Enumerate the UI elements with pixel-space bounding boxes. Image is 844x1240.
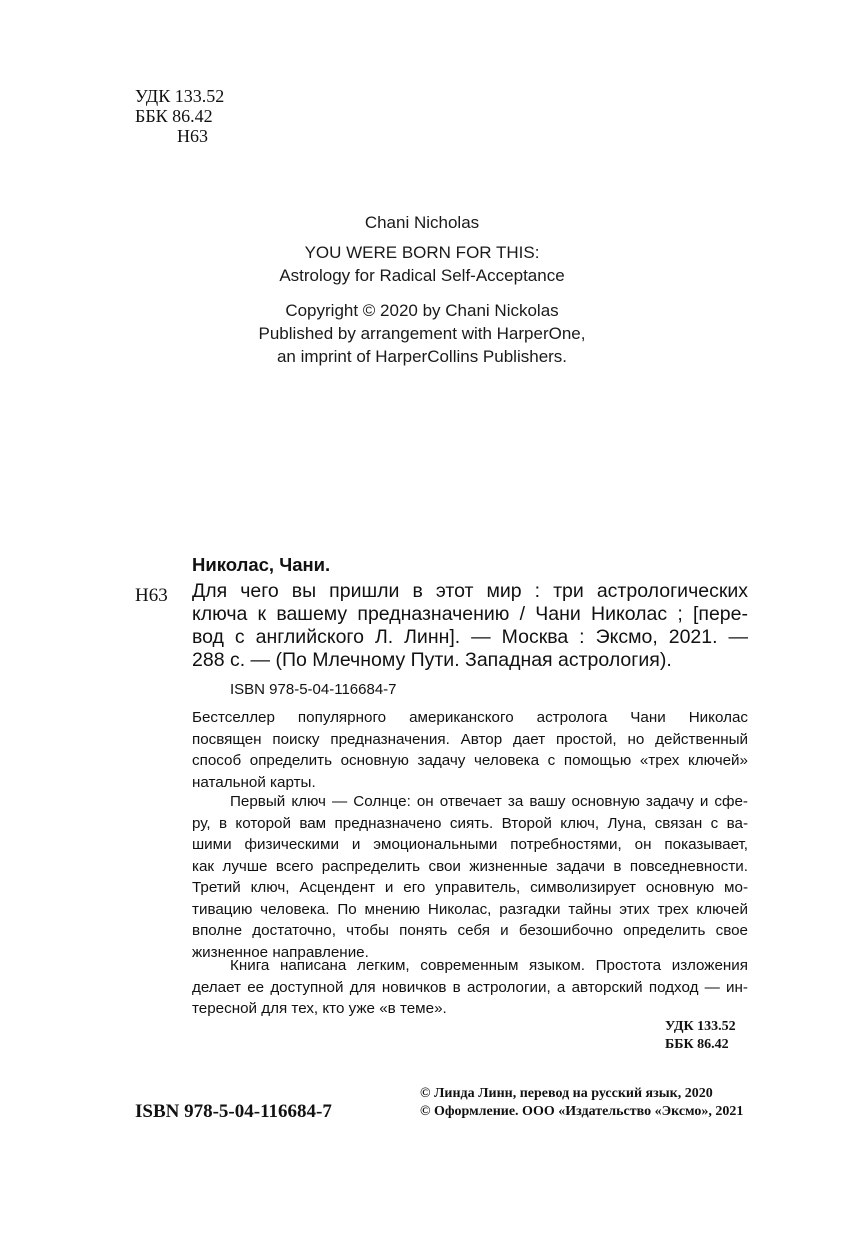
original-copyright [0, 299, 844, 368]
annotation-line: Первый ключ — Солнце: он отвечает за вашу основную задачу и сфе- [230, 793, 748, 810]
cutter-code: Н63 [177, 126, 208, 146]
footer-isbn: ISBN 978-5-04-116684-7 [135, 1101, 332, 1122]
udk-code: УДК 133.52 [135, 86, 225, 106]
original-subtitle: Astrology for Radical Self-Acceptance [279, 266, 565, 285]
annotation-line: как лучше всего распределить свои жизненные задачи в повседневности. [192, 857, 748, 875]
copyright-line: Copyright © 2020 by Chani Nickolas [285, 301, 559, 320]
copyright-line: an imprint of HarperCollins Publishers. [276, 347, 568, 366]
annotation-line: делает ее доступной для новичков в астрологии, а авторский подход — ин- [192, 978, 748, 996]
annotation-line: жизненное направление. [192, 943, 369, 961]
bottom-udk-code: УДК 133.52 [665, 1019, 736, 1034]
annotation-line: Бестселлер популярного американского астролога Чани Николас [192, 709, 748, 726]
record-cutter: Н63 [135, 585, 168, 606]
annotation-line: тересной для тех, кто уже «в теме». [192, 1000, 447, 1017]
bottom-bbk-code: ББК 86.42 [665, 1037, 729, 1052]
annotation-line: вполне достаточно, чтобы понять себя и безошибочно определить свое [192, 922, 748, 939]
copyright-line: Published by arrangement with HarperOne, [258, 324, 586, 343]
annotation-line: ру, в которой вам предназначено сиять. Второй ключ, Луна, связан с ва- [192, 814, 748, 832]
description-line: вод с английского Л. Линн]. — Москва : Эксмо, 2021. — [192, 626, 748, 648]
annotation-paragraph-3 [192, 955, 748, 1020]
copyright-translation: © Линда Линн, перевод на русский язык, 2020 [420, 1086, 713, 1101]
description-line: 288 с. — (По Млечному Пути. Западная астрология). [192, 649, 672, 671]
annotation-line: Книга написана легким, современным языком. Простота изложения [230, 957, 748, 974]
annotation-line: тивацию человека. По мнению Николас, разгадки тайны этих трех ключей [192, 900, 748, 918]
description-line: ключа к вашему предназначению / Чани Николас ; [пере- [192, 603, 748, 625]
bottom-classification-codes [665, 1018, 736, 1054]
record-description [192, 580, 748, 672]
bbk-code: ББК 86.42 [135, 106, 213, 126]
original-title-block [0, 241, 844, 287]
record-author-heading: Николас, Чани. [192, 554, 331, 575]
annotation-line: натальной карты. [192, 773, 316, 791]
annotation-line: способ определить основную задачу человека с помощью «трех ключей» [192, 752, 748, 769]
annotation-line: посвящен поиску предназначения. Автор дает простой, но действенный [192, 730, 748, 748]
annotation-line: шими физическими и эмоциональными потребностями, он показывает, [192, 836, 748, 853]
original-author: Chani Nicholas [364, 213, 480, 232]
footer-copyright [420, 1085, 743, 1121]
classification-codes [135, 86, 224, 146]
annotation-paragraph-2 [192, 791, 748, 963]
original-title: YOU WERE BORN FOR THIS: [304, 243, 540, 262]
record-isbn: ISBN 978-5-04-116684-7 [230, 681, 397, 698]
annotation-paragraph-1 [192, 707, 748, 793]
description-line: Для чего вы пришли в этот мир : три астрологических [192, 580, 748, 602]
copyright-design: © Оформление. ООО «Издательство «Эксмо», 2021 [420, 1104, 744, 1119]
annotation-line: Третий ключ, Асцендент и его управитель, символизирует основную мо- [192, 879, 748, 896]
